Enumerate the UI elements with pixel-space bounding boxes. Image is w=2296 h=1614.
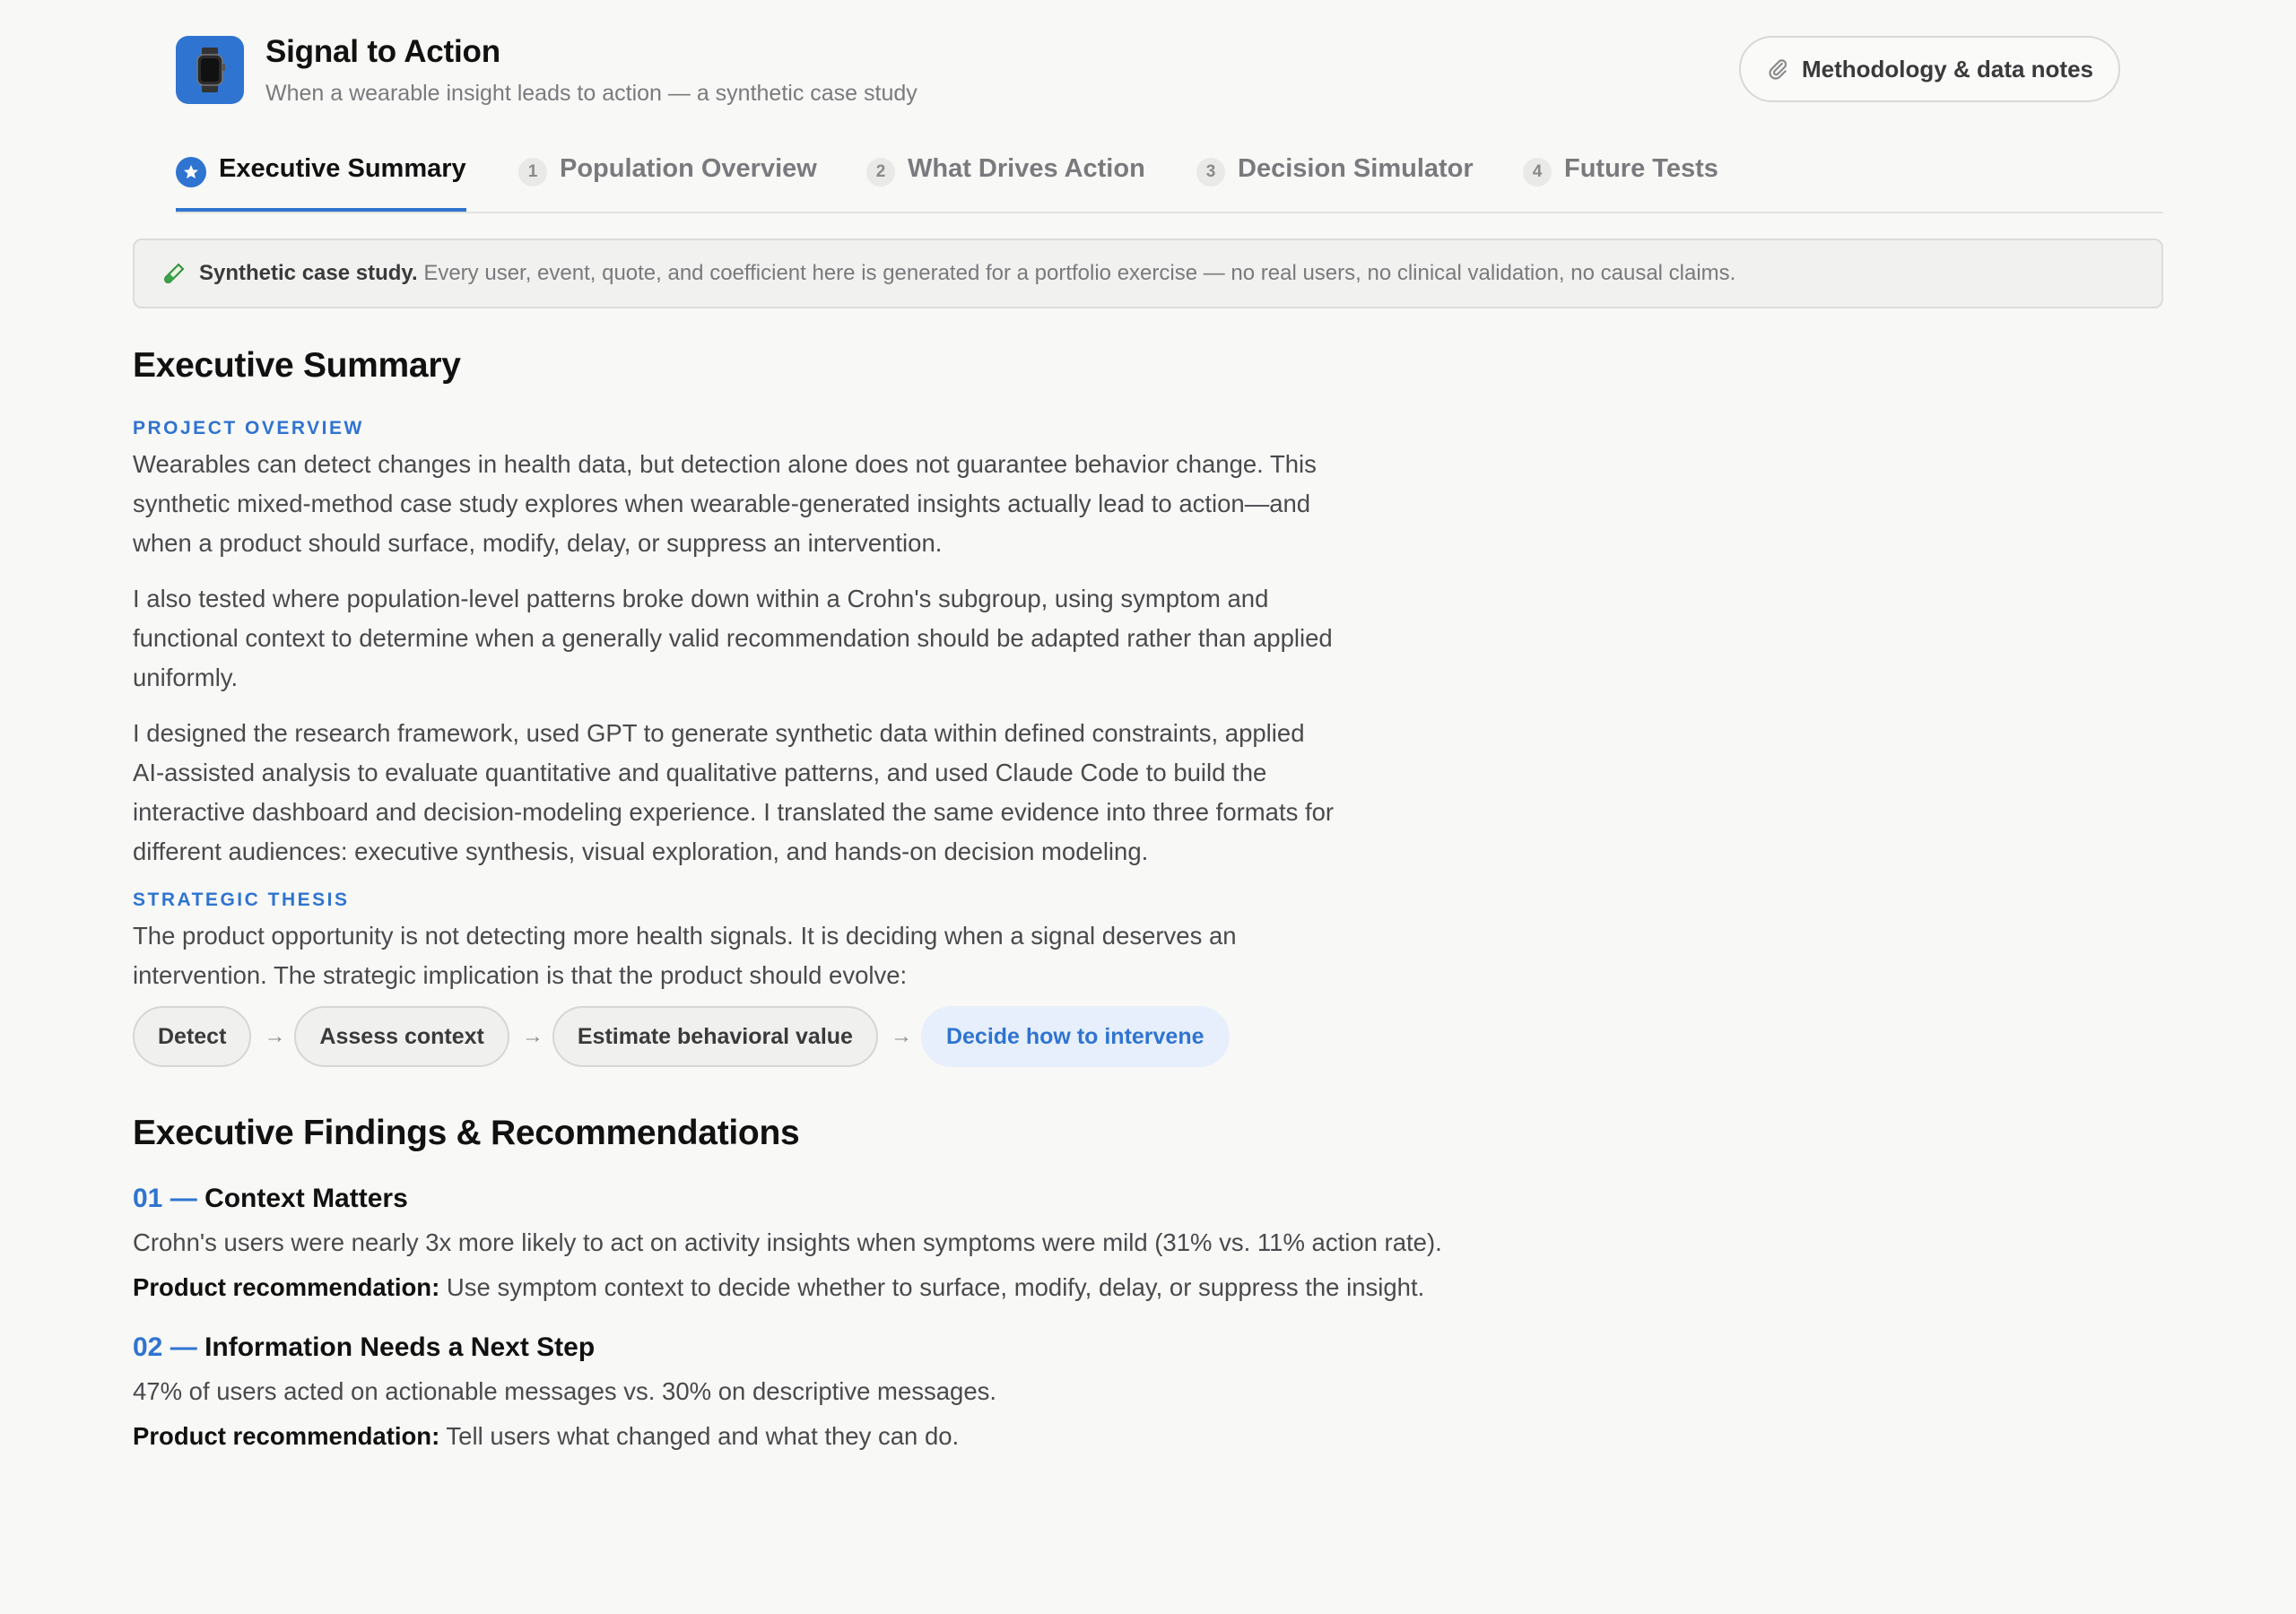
tab-what-drives-action[interactable] — [866, 143, 1145, 212]
notice-body: Every user, event, quote, and coefficient here is generated for a portfolio exercise — no real users, no clinical validation, no causal claims. — [423, 261, 1736, 285]
tab-number: 4 — [1523, 158, 1552, 187]
methodology-button[interactable] — [1739, 36, 2120, 102]
arrow-right-icon: → — [521, 1024, 544, 1048]
overview-paragraph: I designed the research framework, used GPT to generate synthetic data within defined constraints, applied AI-assisted analysis to evaluate quantitative and qualitative patterns, and used Claude Code to build the interactive dashboard and decision-modeling experience. I translated the same evidence into three formats for different audiences: executive synthesis, visual exploration, and hands-on decision modeling. — [133, 719, 1335, 865]
flow-step-decide: Decide how to intervene — [921, 1006, 1230, 1067]
overview-paragraph: I also tested where population-level patterns broke down within a Crohn's subgroup, using symptom and functional context to determine when a generally valid recommendation should be adapted rather than applied uniformly. — [133, 585, 1333, 691]
finding-number: 01 — — [133, 1184, 197, 1213]
notice-text — [199, 261, 1735, 286]
tab-executive-summary[interactable] — [176, 143, 466, 212]
overview-kicker: PROJECT OVERVIEW — [133, 418, 364, 438]
main-content — [133, 346, 1442, 1451]
tab-decision-simulator[interactable] — [1196, 143, 1474, 212]
tab-bar — [176, 143, 2163, 213]
finding-title — [133, 1332, 1335, 1363]
flow-step-assess-context: Assess context — [294, 1006, 509, 1067]
methodology-label: Methodology & data notes — [1802, 55, 2093, 82]
star-icon — [176, 157, 206, 187]
finding-title-text: Information Needs a Next Step — [204, 1332, 596, 1362]
recommendation-label: Product recommendation: — [133, 1273, 440, 1301]
tab-label: Executive Summary — [219, 154, 466, 183]
finding-recommendation — [133, 1422, 1747, 1451]
tab-number: 3 — [1196, 158, 1225, 187]
test-tube-icon — [161, 261, 187, 286]
recommendation-text: Use symptom context to decide whether to surface, modify, delay, or suppress the insight. — [446, 1273, 1425, 1301]
arrow-right-icon: → — [890, 1024, 912, 1048]
recommendation-text: Tell users what changed and what they can do. — [446, 1422, 960, 1450]
tab-population-overview[interactable] — [518, 143, 817, 212]
app-subtitle: When a wearable insight leads to action — a synthetic case study — [265, 81, 918, 106]
flow-step-detect: Detect — [133, 1006, 251, 1067]
synthetic-notice — [133, 239, 2163, 308]
overview-paragraph: Wearables can detect changes in health data, but detection alone does not guarantee behavior change. This synthetic mixed-method case study explores when wearable-generated insights actually lead to action—and when a product should surface, modify, delay, or suppress an intervention. — [133, 450, 1317, 557]
tab-label: What Drives Action — [908, 154, 1145, 183]
thesis-paragraph: The product opportunity is not detecting more health signals. It is deciding when a signal deserves an intervention. The strategic implication is that the product should evolve: — [133, 922, 1237, 989]
finding-text: Crohn's users were nearly 3x more likely to act on activity insights when symptoms were mild (31% vs. 11% action rate). — [133, 1228, 1442, 1256]
notice-strong: Synthetic case study. — [199, 261, 418, 285]
flow-step-estimate-value: Estimate behavioral value — [552, 1006, 878, 1067]
tab-future-tests[interactable] — [1523, 143, 1718, 212]
watch-icon — [176, 36, 244, 104]
thesis-kicker: STRATEGIC THESIS — [133, 889, 350, 910]
tab-label: Decision Simulator — [1238, 154, 1474, 183]
tab-label: Population Overview — [560, 154, 817, 183]
app-title: Signal to Action — [265, 34, 500, 69]
tab-label: Future Tests — [1564, 154, 1718, 183]
finding-title-text: Context Matters — [204, 1184, 408, 1213]
finding-text: 47% of users acted on actionable messages vs. 30% on descriptive messages. — [133, 1377, 997, 1405]
finding-number: 02 — — [133, 1332, 197, 1362]
tab-number: 1 — [518, 158, 547, 187]
paperclip-icon — [1766, 57, 1789, 81]
recommendation-label: Product recommendation: — [133, 1422, 440, 1450]
finding-title — [133, 1184, 1335, 1214]
arrow-right-icon: → — [264, 1024, 286, 1048]
finding-recommendation — [133, 1273, 1747, 1302]
tab-number: 2 — [866, 158, 895, 187]
strategy-flow — [133, 1006, 1335, 1067]
page-title: Executive Summary — [133, 346, 461, 385]
findings-heading: Executive Findings & Recommendations — [133, 1114, 800, 1152]
app-header — [176, 34, 2120, 106]
